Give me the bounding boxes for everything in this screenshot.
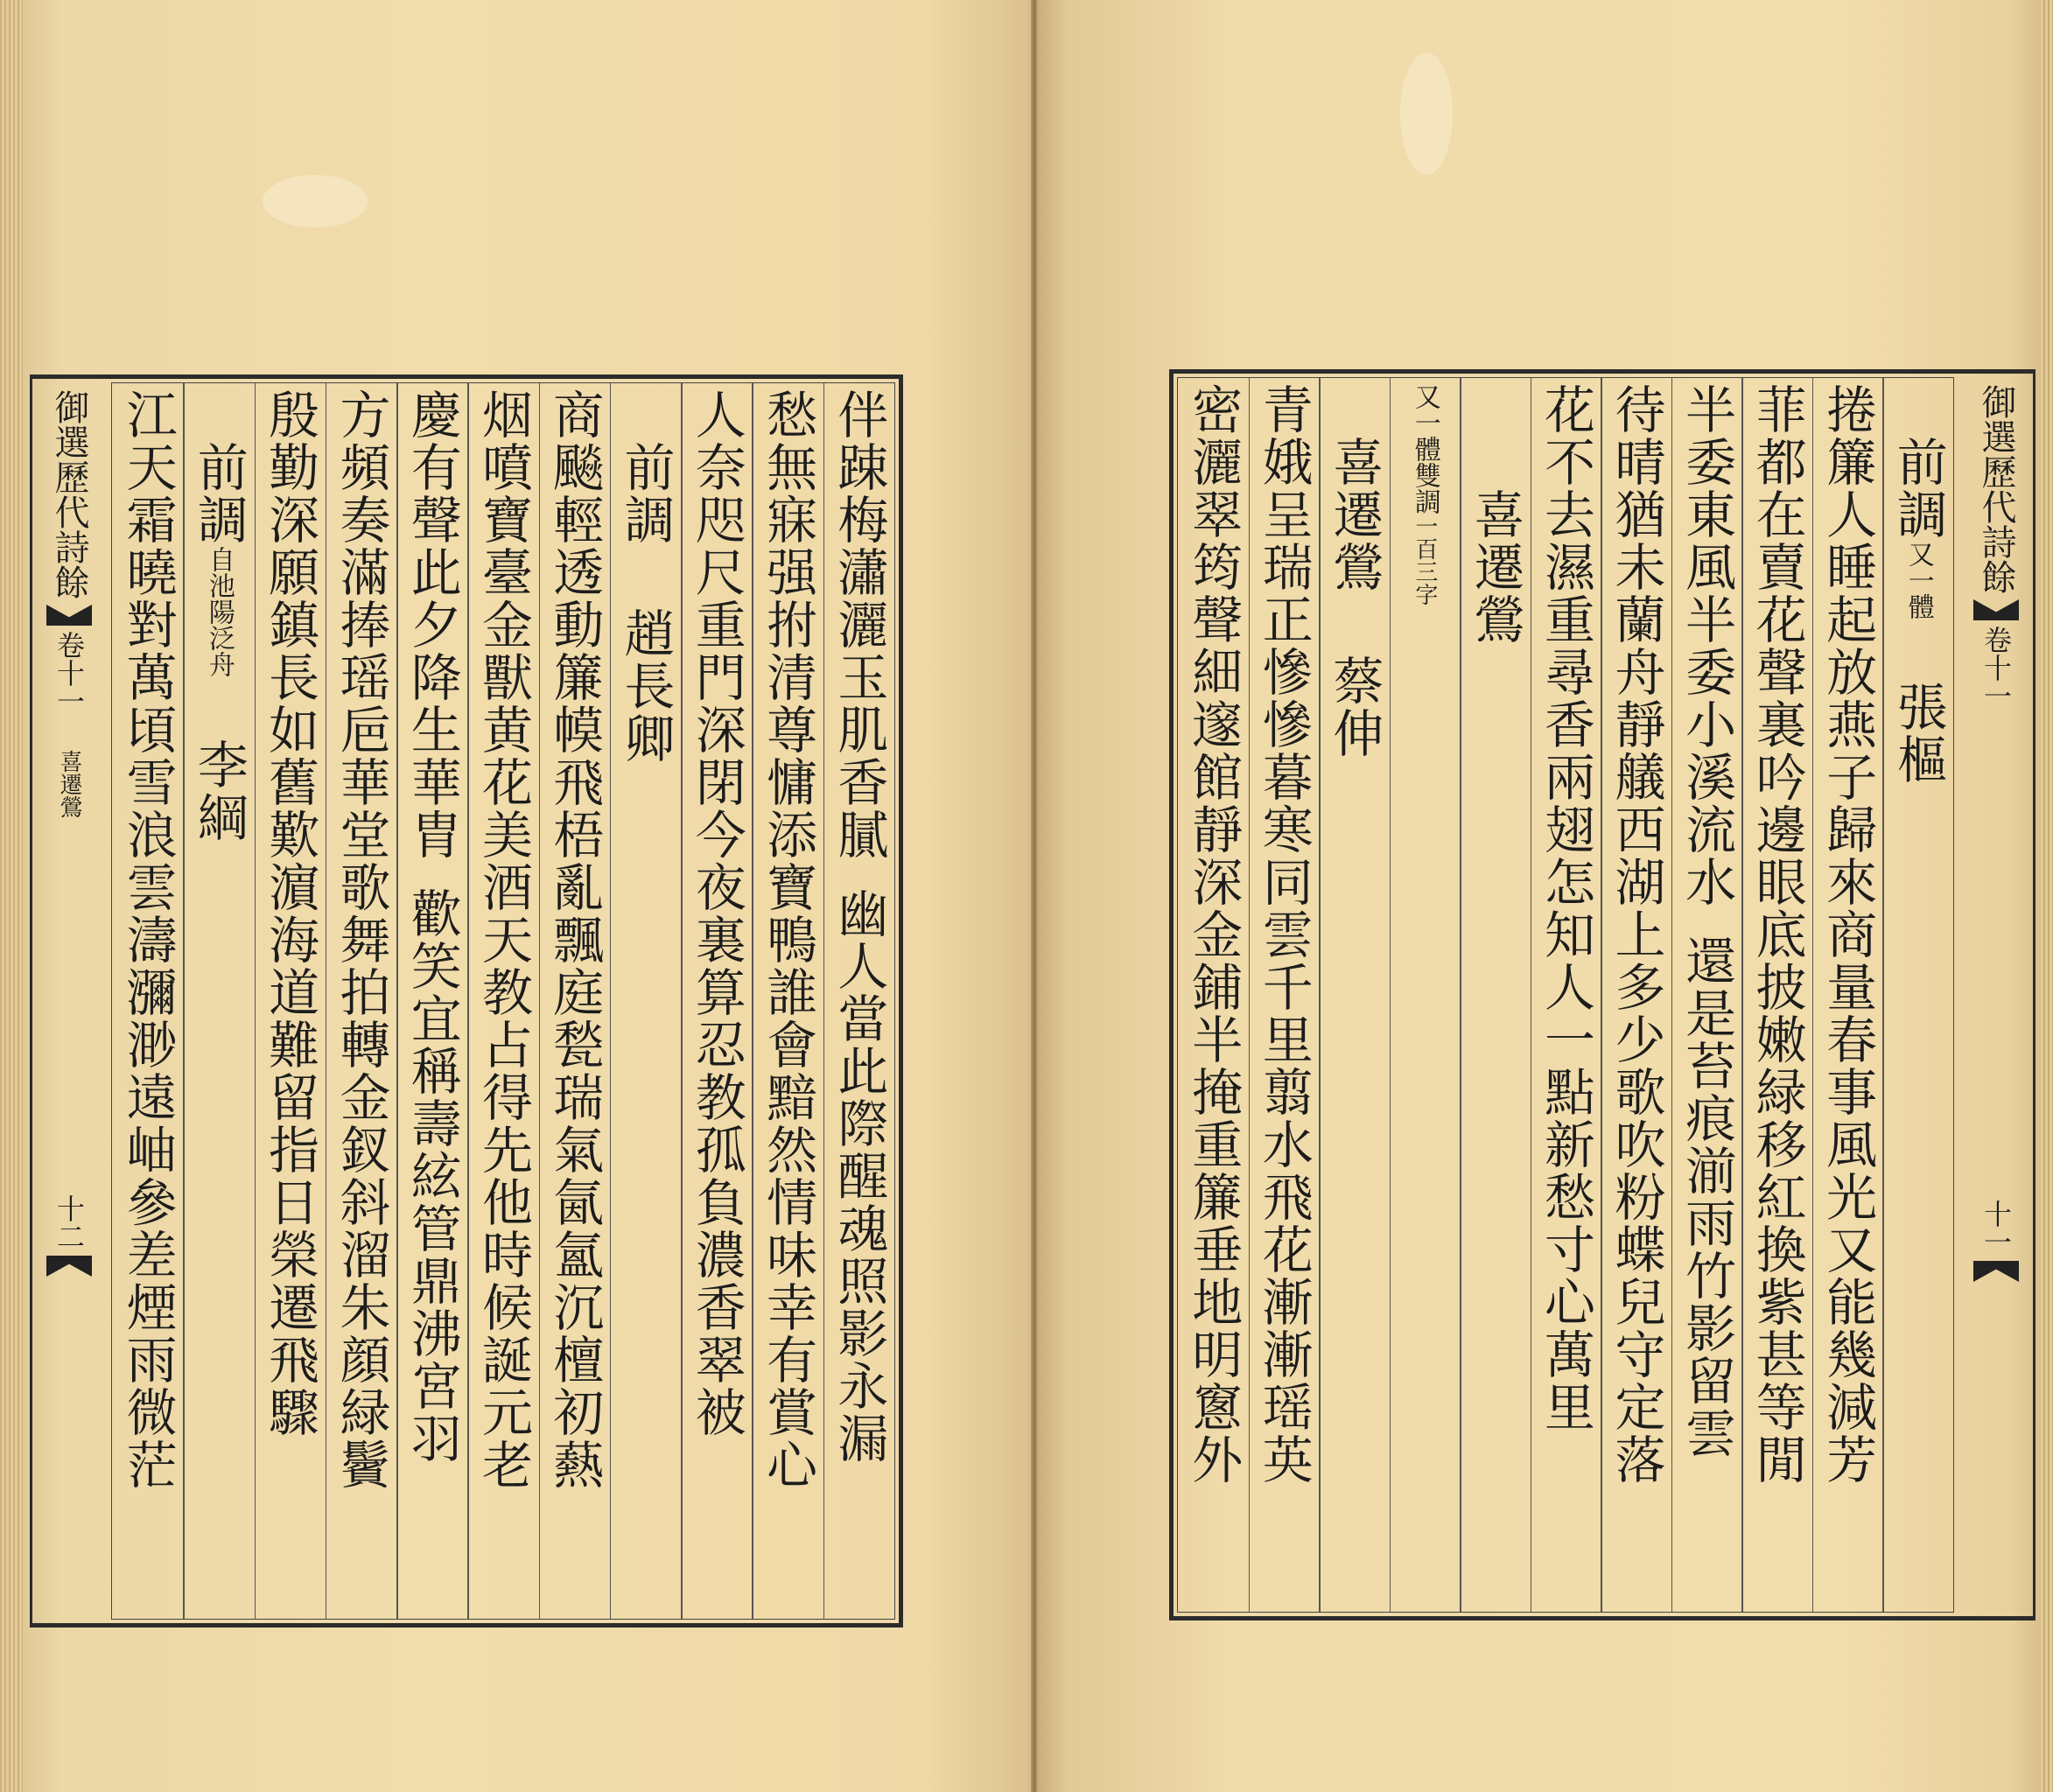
left-page-margin	[41, 389, 97, 1282]
column-text: 幽人當此際醒魂照影永漏	[829, 887, 889, 1465]
column-rule	[1882, 378, 1884, 1612]
column-text: 青娥呈瑞正慘慘暮寒同雲千里翦水飛花漸漸瑶英	[1253, 383, 1314, 1486]
column-text: 喜遷鶯	[1465, 383, 1525, 646]
paper-stain	[1400, 52, 1453, 175]
column-rule	[1319, 378, 1321, 1612]
text-column	[467, 388, 538, 1491]
column-text: 待晴猶未蘭舟靜艤西湖上多少歌吹粉蝶兒守定落	[1606, 383, 1666, 1486]
column-rule	[1601, 378, 1602, 1612]
text-column	[255, 388, 326, 1438]
text-column	[183, 388, 254, 844]
fish-tail-mark	[1973, 1261, 2019, 1282]
column-text: 蔡伸	[1324, 654, 1384, 760]
text-column	[681, 388, 752, 1438]
margin-volume: 卷十一	[1979, 626, 2013, 710]
margin-book-title: 御選歷代詩餘	[1976, 384, 2016, 594]
column-rule	[539, 383, 541, 1619]
column-text: 趙長卿	[615, 607, 676, 765]
text-column	[1249, 383, 1320, 1486]
column-rule	[681, 383, 683, 1619]
book-gutter	[1031, 0, 1038, 1792]
fish-tail-mark	[46, 605, 92, 626]
text-column	[396, 388, 467, 1465]
text-column	[1601, 383, 1671, 1486]
column-text: 喜遷鶯	[1324, 383, 1384, 593]
left-text-block	[111, 382, 895, 1620]
column-text: 歡笑宜稱壽絃管鼎沸宮羽	[402, 887, 462, 1465]
column-text: 李綱	[188, 738, 249, 844]
column-text: 還是苔痕湔雨竹影留雲	[1677, 934, 1737, 1460]
column-rule	[183, 383, 185, 1619]
page-stack-right	[2041, 0, 2053, 1792]
text-column	[1882, 383, 1953, 786]
text-column	[752, 388, 823, 1491]
column-rule	[467, 383, 469, 1619]
column-text: 密灑翠筠聲細邃館靜深金鋪半掩重簾垂地明窻外	[1183, 383, 1244, 1486]
text-column	[1812, 383, 1883, 1486]
margin-book-title: 御選歷代詩餘	[49, 389, 89, 599]
column-text: 半委東風半委小溪流水	[1677, 383, 1737, 908]
text-column	[1531, 383, 1601, 1433]
column-text: 商飈輕透動簾幙飛梧亂飄庭甃瑞氣氤氳沉檀初爇	[544, 388, 605, 1491]
column-text: 江天霜曉對萬頃雪浪雲濤瀰渺遠岫參差煙雨微茫	[117, 388, 178, 1491]
column-rule	[1671, 378, 1673, 1612]
column-text: 張樞	[1888, 681, 1948, 786]
column-text: 愁無寐强拊清尊慵添寶鴨誰會黯然情味幸有賞心	[758, 388, 818, 1491]
left-page-frame	[30, 374, 903, 1628]
column-text: 伴踈梅瀟灑玉肌香膩	[829, 388, 889, 861]
column-text: 捲簾人睡起放燕子歸來商量春事風光又能幾減芳	[1818, 383, 1878, 1486]
paper-stain	[263, 175, 368, 228]
margin-page-number: 十二	[53, 1194, 86, 1250]
margin-page-number: 十一	[1979, 1200, 2013, 1256]
column-rule	[1531, 378, 1532, 1612]
column-rule	[396, 383, 398, 1619]
column-text: 慶有聲此夕降生華胄	[402, 388, 462, 861]
column-text: 前調	[615, 388, 676, 546]
text-column	[112, 388, 183, 1491]
column-text: 殷勤深願鎮長如舊歎濵海道難留指日榮遷飛驟	[260, 388, 320, 1438]
margin-section: 喜遷鶯	[56, 750, 82, 818]
column-rule	[1249, 378, 1251, 1612]
right-page-margin	[1968, 384, 2024, 1287]
column-text: 人奈咫尺重門深閉今夜裏算忍教孤負濃香翠被	[686, 388, 746, 1438]
column-rule	[1390, 378, 1391, 1612]
right-text-block	[1177, 377, 1954, 1613]
page-stack-left	[0, 0, 23, 1792]
column-rule	[610, 383, 612, 1619]
annotation-text: 又一體雙調	[1409, 383, 1440, 514]
text-column	[1319, 383, 1390, 760]
text-column	[823, 388, 894, 1465]
annotation-text: 又一體	[1902, 541, 1934, 620]
text-column	[1460, 383, 1531, 646]
column-text: 烟噴寶臺金獸黄花美酒天教占得先他時候誕元老	[473, 388, 533, 1491]
column-text: 前調	[1888, 383, 1948, 541]
margin-volume: 卷十一	[53, 631, 86, 715]
text-column	[1671, 383, 1742, 1460]
annotation-text: 一百三字	[1411, 514, 1438, 606]
text-column	[539, 388, 610, 1491]
column-text: 方頻奏滿捧瑶巵華堂歌舞拍轉金釵斜溜朱顔緑鬢	[331, 388, 391, 1491]
text-column	[610, 388, 681, 765]
annotation-text: 自池陽泛舟	[203, 546, 235, 677]
text-column	[1741, 383, 1812, 1486]
text-column	[1390, 383, 1461, 606]
column-text: 菲都在賣花聲裏吟邊眼底披嫩緑移紅換紫甚等閒	[1747, 383, 1807, 1486]
column-rule	[1741, 378, 1743, 1612]
column-rule	[326, 383, 327, 1619]
right-page-frame	[1169, 369, 2035, 1620]
column-rule	[823, 383, 825, 1619]
column-rule	[255, 383, 256, 1619]
column-rule	[752, 383, 753, 1619]
column-rule	[1812, 378, 1814, 1612]
column-text: 前調	[188, 388, 249, 546]
text-column	[1178, 383, 1249, 1486]
column-rule	[1460, 378, 1461, 1612]
column-text: 花不去濕重尋香兩翅怎知人一點新愁寸心萬里	[1535, 383, 1595, 1433]
fish-tail-mark	[46, 1256, 92, 1277]
text-column	[326, 388, 396, 1491]
fish-tail-mark	[1973, 599, 2019, 620]
